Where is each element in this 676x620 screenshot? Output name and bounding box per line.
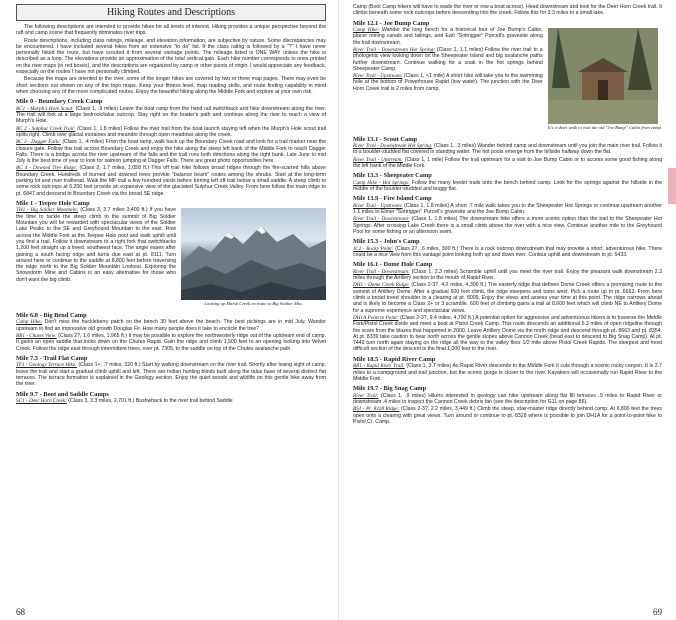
photo-caption: Looking up Marsh Creek en route to Big Soldier Mtn. [204, 301, 303, 307]
continuation-text: Camp (Boot Camp hikers will have to wade the river or row a boat across). Head downstream and look for the Deer Horn Creek trail. It climbs beneath some rock outcrops before descending into the creek. Follow this for 3.3 miles to a small lake. [353, 4, 662, 17]
hike-name: TH1 - Big Soldier Mountain: [16, 207, 79, 214]
hike-name: River Trail - Downstream Hot Spring: [353, 143, 433, 149]
hike-name: BS1 - Pt. 8328 Ridge: [353, 406, 400, 413]
hike-entry [353, 269, 662, 282]
hike-name: DH1 - Dome Creek Ridge: [353, 282, 410, 289]
hike-name: River Trail - Upstream: [353, 202, 403, 209]
hike-text: (Class 1, .4 miles) From the boat ramp, walk back up the Boundary Creek road and look for a trail marker near the closure gate. Follow this trail across Boundary Creek and enjoy the hike along the steep left bank of the Middle Fork to reach Dagger Falls. There is a bridge across the river upstream of the falls and the trail runs both directions along the right bank. Late June to mid July is the best time of year to look for salmon jumping at Dagger Falls. There are great photo opportunities here. [16, 139, 326, 165]
section-heading: Mile 13.3 - Sheepeater Camp [353, 172, 432, 180]
hike-name: BB1 - Chutes View: [16, 332, 57, 339]
hike-name: BC 4 - Downed Tree Ridge: [16, 165, 78, 172]
hike-name: River Trail: [353, 392, 379, 399]
hike-name: River Trail - Upstream: [353, 73, 403, 80]
hike-entry [353, 406, 662, 425]
hike-name: JC1 - Rocky Point: [353, 245, 394, 252]
section-heading: Mile 18.5 - Rapid River Camp [353, 355, 436, 363]
hike-entry [353, 246, 662, 259]
hike-entry [16, 106, 326, 125]
hike-text: (Class 2, 1.7 miles, 1,058 ft.) This off trail hike follows broad ridges through the fire-scarred hills above Boundary Creek. Hundreds of burned and downed trees provide "balance beam" routes among the shrubs. Start at the long-term parking lot and river trailhead. Walk the MF trail a few hundred yards before turning left off-trail below a small saddle. A steep climb to some rock outcrops at 6,200 feet provide an expansive view of the glaciated Sulphur Creek Valley. From here follow the main ridge to pt. 6847 and descend to Boundary Creek via the broad SE ridge. [16, 165, 326, 197]
hike-entry [16, 319, 326, 332]
hike-name: Camp Hike: [16, 319, 43, 326]
section-heading: Mile 13.1 - Scout Camp [353, 135, 418, 143]
section-heading: Mile 0 - Boundary Creek Camp [16, 98, 103, 106]
photo-caption: It's a short walk to visit the old "Joe Bump" Cabin from camp. [547, 125, 662, 131]
hike-entry [16, 126, 326, 139]
hike-name: BC 3 - Dagger Falls: [16, 139, 61, 146]
section-heading: Mile 9.7 - Boot and Saddle Camps [16, 390, 109, 398]
hike-text: (Class 2-3?, 9.4 miles, 4,700 ft.) A potential option for aggressive and adventurous hikers is to traverse the Middle Fork/Pistol Creek divide and meet a boat at Pistol Creek Camp. This route descends an additional 5.3 miles of open ridgeline through fire scars from the blazes that happened in 2000. Leave Artillery Dome via the north ridge and descend through pt. 8663 and pt. 8354. At pt. 8339 take caution to bear north across the gentle slopes above Cannon Creek (head east to descend to Big Snag Camp). At pt. 7449 turn north again staying on the ridge all the way to the valley floor 1/2 mile above Pistol Creek Rapids. The steepest and most difficult section of the descent is the final 1,000 feet to the river. [353, 314, 662, 353]
intro-paragraph: Route descriptions, including class ratings, mileage, and elevation information, are subjective by nature. Some discrepancies may be encountered. I have included several hikes from an extensive "to do" list. If the class rating is followed by a "?" I have never personally hiked the route, but have scouted it from several vantage points. The mileage listed is ONE WAY unless the hike is described as a loop. The elevations provide an approximation of the total vertical gain. Each hike number corresponds to ones printed on the river maps (in red boxes), and the descriptions are organized by camp or other points of origin. I would appreciate any feedback, especially on the routes I have not personally climbed. [16, 37, 326, 76]
hike-text: (Class 3, 3.3 miles, 2,701 ft.) Bushwhack to the river trail behind Saddle [68, 398, 233, 404]
hike-text: Don't miss the huckleberry patch on the bench 30 feet above the beach. The best pickings are in mid July. Wander upstream to find an impressive old growth Douglas Fir. How many people does it take to encircle the tree? [16, 319, 326, 332]
hike-entry [16, 139, 326, 164]
hike-name: BC1 - Murph's Hole Scout: [16, 105, 74, 112]
hike-text: (Class 2-3?, 4.2 miles, 4,300 ft.) The easterly ridge that defines Dome Creek offers a promising route to the summit of Artillery Dome. After a gradual 600 foot climb, the ridge steepens and turns west. Pick a route up to pt. 6652. From here climb a broad treed shoulder to a clearing at pt. 8009. Enjoy the views and assess your time at this point. The ridge narrows ahead and is likely to become a Class 2+ or 3 scramble. 600 feet of climbing gains a trail at 8,600 feet which will climb NE to Artillery Dome for a supreme experience and spectacular views. [353, 282, 662, 314]
section-heading: Mile 12.1 - Joe Bump Camp [353, 19, 430, 27]
page-title: Hiking Routes and Descriptions [16, 4, 326, 21]
hike-entry [353, 180, 662, 193]
hike-entry [16, 362, 326, 387]
hike-text: (Class 2-3?, 2.2 miles, 3,449 ft.) Climb the steep, stair-master ridge directly behind camp. At 6,800 feet the trees open onto a clearing with great views. Turn around or continue to pt. 8328 where is possible to join DH1A for a point-to-point hike to Pistol Cr. Camp. [353, 406, 662, 425]
hike-text: (Class 1, 1.1 miles) Follow the river trail to a photogenic view looking down on the Sheepeater Island and big avalanche paths further downstream. Continue walking for a soak in the hot springs behind Sheepeater Camp. [353, 46, 543, 72]
cabin-photo [548, 28, 662, 130]
hike-text: (Class 1, <1 mile) A short hike will take you to the swimming hole at the bottom of Powerhouse Rapid (low water). The junction with the Deer Horn Creek trail is 2 miles from camp. [353, 73, 543, 92]
hike-name: River Trail - Downstream: [353, 216, 410, 223]
right-page [338, 0, 676, 620]
section-heading: Mile 1 - Teepee Hole Camp [16, 199, 90, 207]
hike-entry [16, 165, 326, 196]
hike-entry [16, 333, 326, 352]
mountain-image [181, 208, 326, 300]
section-heading: Mile 19.7 - Big Snag Camp [353, 385, 427, 393]
hike-entry [353, 282, 662, 313]
hike-text: (Class 1, .9 miles) Hikers interested in geology can hike upstream along flat fill terraces .9 miles to Rapid River or downstream .4 miles to inspect the Cannon Creek debris fan (see the description for G11 on page 86). [353, 392, 662, 405]
hike-text: (Class 1, 1.8 miles) Follow the river trail from the boat launch staying left when the Murph's Hole scout trail splits right. Climb over glacial moraines and meander through open meadows along the creek. [16, 125, 326, 138]
hike-name: Camp Hike - Hot Springs: [353, 179, 410, 186]
section-heading: Mile 7.3 - Trail Flat Camp [16, 354, 88, 362]
page-number: 68 [16, 607, 25, 617]
hike-text: Follow the many feeder trails onto the bench behind camp. Look for the springs against the hillside in the middle of the boulder-studded and boggy flat. [353, 179, 662, 192]
section-heading: Mile 13.9 - Fire Island Camp [353, 195, 432, 203]
page-number: 69 [653, 607, 662, 617]
hike-text: Wander the long bench for a historical tour of Joe Bump's Cabin, placer mining canals and tailings, and Earl "Sottrigger" Purcell's gravesite along the trail downstream. [353, 27, 543, 46]
hike-entry [353, 216, 662, 235]
hike-entry [353, 143, 662, 156]
hike-text: (Class 1, .9 miles) Leave the boat ramp from the hand rail switchback and hike downstream along the river. The trail will fork at a large bedrock/talus outcrop. Stay right on the boater's path and continue along the river to reach a view of Murph's Hole. [16, 105, 326, 125]
cabin-image [548, 28, 658, 124]
hike-name: Camp Hike: [353, 27, 380, 34]
hike-entry [353, 363, 662, 382]
mountain-photo [181, 208, 326, 306]
hike-name: BC 2 - Sulphur Creek Trail: [16, 125, 76, 132]
hike-name: RR1 - Rapid River Trail: [353, 363, 405, 370]
hike-text: (Class 3, 3.7 miles 3,400 ft.) If you have the time to tackle the steep climb to the summit of Big Soldier Mountain you will be rewarded with spectacular views of the Soldier Lake Peaks to the SE and Greyhound Mountain to the east. Row across the Middle Fork at the Teepee Hole pool and walk uphill until you find a trail. Follow it downstream to a right fork that switchbacks 1,200 feet straight up a treed, southwest face. The angle eases after gaining a south facing ridge and turns due east at pt. 8111. Turn around here or continue to the saddle at 8,800 feet before traversing the ridge north to the Big Soldier Mountain Lookout. Exploring the Snowstorm Mine and Cabins is an easy alternative for those who don't want the big climb. [16, 207, 176, 283]
hike-text: (Class 1, 1.8 miles) A short .7 mile walk takes you to the Sheepeater Hot Springs or continue upstream another 1.1 miles to Elmer "Sottrigger" Purcell's gravesite and the Joe Bump Cabin. [353, 202, 662, 216]
hike-name: River Trail - Downstream Hot Spring: [353, 46, 435, 53]
hike-text: (Class 1, 1 mile) Follow the trail upstream for a visit to Joe Bump Cabin or to access some good fishing along the left bank of the Middle Fork. [353, 156, 662, 169]
section-heading: Mile 15.3 - John's Camp [353, 238, 420, 246]
intro-paragraph: The following descriptions are intended to provide hikes for all levels of interest. Hiking provides a unique perspective beyond the raft and camp scene that frequently dominates river trips. [16, 24, 326, 37]
hike-name: TF1 - Geology Terrace Hike: [16, 362, 77, 369]
hike-text: (Class 1, 2.3 miles) Scramble uphill until you meet the river trail. Enjoy the pleasant walk downstream 2.3 miles through the Artillery section to the mouth of Rapid River. [353, 268, 663, 282]
hike-name: River Trail - Upstream: [353, 156, 403, 163]
hike-name: SC1 - Deer Horn Creek: [16, 398, 67, 404]
hike-entry [16, 398, 326, 404]
hike-text: (Class 2?, .6 miles, 300 ft.) There is a rock outcrop downstream that may provide a short, adventurous hike. There could be a nice view from this vantage point looking both up and down river. Contour uphill and downstream to pt. 5433. [353, 245, 662, 259]
hike-name: DH1A Point to Point: [353, 314, 399, 321]
hike-entry [353, 203, 662, 216]
hike-text: (Class 1, 1.8 miles) The downstream hike offers a more scenic option than the trail to the Sheepeater Hot Springs. After crossing Lake Creek there is a small climb above the river with a nice view. Continue another mile to the Greyhound Pool for some fishing or an afternoon swim. [353, 216, 663, 235]
hike-text: (Class 1+, .7 miles, 320 ft.) Start by walking downstream on the river trail. Shortly after losing sight of camp, leave the trail and start a gradual climb uphill and left. There are Indian hunting blinds built along the talus base of several distinct flat terraces. The terrace formation is explained in the Geology section. Enjoy the quiet woods and wildlife on this gentle hike away from the river. [16, 362, 326, 388]
section-heading: Mile 6.8 - Big Bend Camp [16, 311, 87, 319]
hike-entry [353, 315, 662, 353]
hike-text: (Class 2?, 1.6 miles, 1,965 ft.) It may be possible to explore the northwesterly ridge out of the upstream end of camp. It gains an open saddle that looks down on the Chutes Rapid. Gain the ridge and climb 1,500 feet to an opening looking into Velvet Creek. Follow the ridge east through intermittent trees, over pt. 7305, to the saddle on top of the Chutes avalanche path. [16, 332, 327, 352]
hike-entry [353, 157, 662, 170]
page-edge-tab [668, 168, 676, 204]
hike-name: River Trail - Downstream: [353, 268, 410, 275]
intro-paragraph: Because the maps are oriented to the river, some of the longer hikes are covered by two or three map pages. There may even be short sections not shown on any of the topo maps. Keep your fitness level, map reading skills, and route finding capability in mind when choosing any of the more complicated routes. Enjoy the beautiful hiking along the Middle Fork and explore at your own risk. [16, 76, 326, 95]
hike-text: (Class 1, .3 miles) Wander behind camp and downstream until you join the main river trail. Follow it to a boulder-studded flat covered in standing water. The hot pools emerge from the hillside halfway down the flat. [353, 143, 662, 156]
hike-text: (Class 1, 3.7 miles) As Rapid River descends to the Middle Fork it cuts through a scenic rocky canyon. It is 3.7 miles to a campground and trail junction, but the scenic gorge is closer to the river. Kayakers will occasionally run Rapid River to the Middle Fork. [353, 363, 662, 382]
hike-entry [353, 393, 662, 406]
section-heading: Mile 16.1 - Dome Hole Camp [353, 261, 433, 269]
